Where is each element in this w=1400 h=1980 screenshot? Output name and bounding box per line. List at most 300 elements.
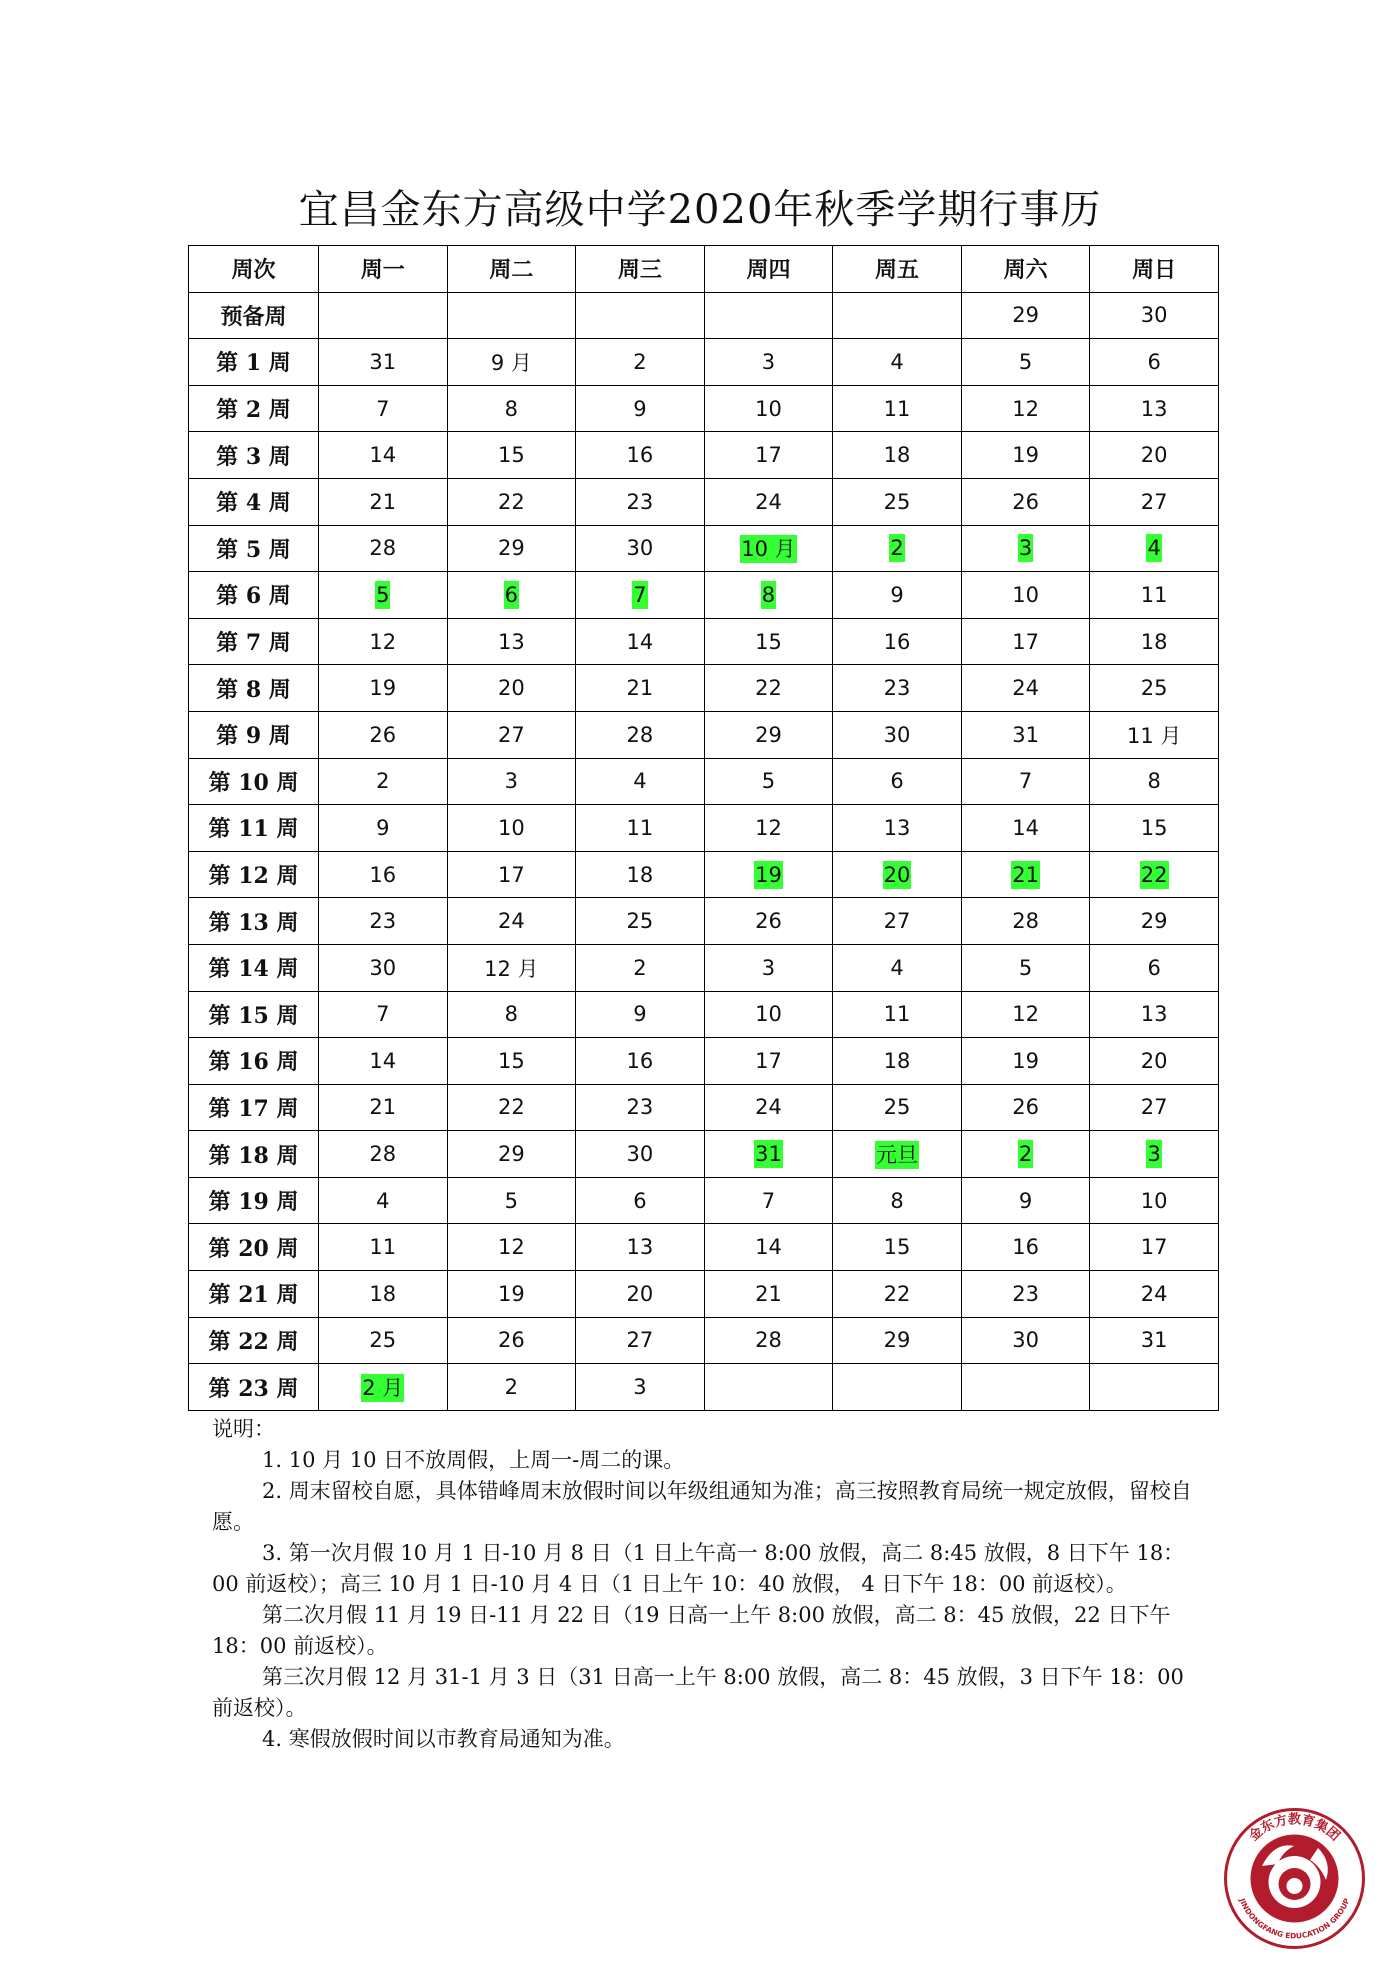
day-value: 10 <box>497 815 525 840</box>
day-value: 12 月 <box>484 956 539 981</box>
day-value: 11 <box>883 1002 911 1027</box>
day-value: 3 <box>1018 536 1033 561</box>
day-value: 10 <box>755 396 782 421</box>
day-value: 25 <box>369 1328 397 1353</box>
day-value: 31 <box>369 349 397 374</box>
day-cell <box>576 944 705 991</box>
day-cell <box>1090 1038 1219 1085</box>
day-value: 21 <box>369 1095 397 1120</box>
header-day: 周五 <box>833 246 962 293</box>
day-value: 10 <box>1140 1188 1168 1213</box>
day-value: 10 月 <box>741 537 796 562</box>
day-cell <box>704 1271 833 1318</box>
day-value: 2 <box>633 955 647 980</box>
day-value: 26 <box>755 909 782 934</box>
day-value: 24 <box>1140 1281 1168 1306</box>
day-cell <box>319 292 448 339</box>
note-item: 4. 寒假放假时间以市教育局通知为准。 <box>262 1727 625 1751</box>
day-value: 20 <box>883 862 911 887</box>
day-value: 3 <box>504 769 519 794</box>
day-value: 3 <box>761 349 776 374</box>
day-value: 18 <box>369 1281 397 1306</box>
day-cell <box>833 805 962 852</box>
day-value: 16 <box>1012 1235 1039 1260</box>
week-label: 第 11 周 <box>189 805 319 852</box>
day-cell <box>1090 432 1219 479</box>
day-cell <box>704 1317 833 1364</box>
day-value: 22 <box>1140 862 1168 887</box>
day-value: 10 <box>1012 582 1039 607</box>
day-cell <box>576 805 705 852</box>
day-cell <box>1090 339 1219 386</box>
day-cell <box>833 1317 962 1364</box>
day-cell <box>833 898 962 945</box>
day-cell <box>704 711 833 758</box>
day-value: 5 <box>504 1188 519 1213</box>
day-value: 20 <box>1140 1048 1168 1073</box>
day-cell <box>1090 1364 1219 1411</box>
table-row <box>189 1131 1219 1178</box>
day-cell <box>1090 1271 1219 1318</box>
day-cell <box>447 1224 576 1271</box>
table-row <box>189 1177 1219 1224</box>
day-cell <box>704 898 833 945</box>
day-cell <box>961 665 1090 712</box>
day-cell <box>576 339 705 386</box>
day-cell <box>1090 944 1219 991</box>
day-cell <box>576 1038 705 1085</box>
table-row <box>189 525 1219 572</box>
day-cell <box>961 618 1090 665</box>
table-row <box>189 292 1219 339</box>
day-value: 31 <box>755 1142 782 1167</box>
day-cell <box>704 665 833 712</box>
logo-top-text: 金东方教育集团 <box>1246 1812 1343 1845</box>
day-cell <box>961 1364 1090 1411</box>
day-cell <box>961 1038 1090 1085</box>
day-value: 2 <box>633 349 647 374</box>
day-value: 9 <box>633 396 647 421</box>
day-cell <box>1090 618 1219 665</box>
day-cell <box>1090 758 1219 805</box>
day-value: 20 <box>497 676 525 701</box>
day-cell <box>833 339 962 386</box>
day-value: 13 <box>497 629 525 654</box>
day-cell <box>576 711 705 758</box>
day-value: 6 <box>1147 955 1161 980</box>
header-day: 周日 <box>1090 246 1219 293</box>
week-label: 第 23 周 <box>189 1364 319 1411</box>
table-row <box>189 805 1219 852</box>
notes <box>212 1414 1202 1755</box>
day-value: 18 <box>883 1048 911 1073</box>
day-cell <box>961 292 1090 339</box>
day-cell <box>319 432 448 479</box>
day-value: 28 <box>1012 909 1039 934</box>
day-value: 22 <box>883 1281 911 1306</box>
day-cell <box>961 339 1090 386</box>
day-value: 4 <box>376 1188 390 1213</box>
day-cell <box>1090 665 1219 712</box>
day-value: 4 <box>633 769 647 794</box>
day-cell <box>1090 991 1219 1038</box>
table-row <box>189 618 1219 665</box>
day-cell <box>447 805 576 852</box>
day-cell <box>447 478 576 525</box>
day-value: 13 <box>1140 396 1168 421</box>
day-value: 14 <box>755 1235 782 1260</box>
day-value: 19 <box>1012 443 1039 468</box>
week-label: 第 14 周 <box>189 944 319 991</box>
day-cell <box>961 1131 1090 1178</box>
day-value: 20 <box>626 1281 654 1306</box>
day-cell <box>447 572 576 619</box>
day-cell <box>704 339 833 386</box>
day-cell <box>576 991 705 1038</box>
day-value: 9 <box>890 582 904 607</box>
day-cell <box>704 478 833 525</box>
day-cell <box>576 851 705 898</box>
day-value: 6 <box>1147 349 1161 374</box>
day-cell <box>447 711 576 758</box>
table-row <box>189 1224 1219 1271</box>
day-value: 16 <box>883 629 911 654</box>
day-value: 23 <box>626 489 654 514</box>
day-value: 16 <box>626 1048 654 1073</box>
day-value: 30 <box>1140 303 1168 328</box>
day-value: 20 <box>1140 443 1168 468</box>
day-cell <box>704 385 833 432</box>
header-row <box>189 246 1219 293</box>
day-value: 29 <box>1012 303 1039 328</box>
day-cell <box>447 758 576 805</box>
day-value: 23 <box>1012 1281 1039 1306</box>
day-value: 26 <box>1012 1095 1039 1120</box>
week-label: 第 9 周 <box>189 711 319 758</box>
day-cell <box>833 385 962 432</box>
day-value: 29 <box>755 722 782 747</box>
day-value: 6 <box>504 582 519 607</box>
day-value: 21 <box>626 676 654 701</box>
week-label: 第 17 周 <box>189 1084 319 1131</box>
day-value: 15 <box>497 443 525 468</box>
week-label: 第 20 周 <box>189 1224 319 1271</box>
day-value: 10 <box>755 1002 782 1027</box>
day-value: 17 <box>1012 629 1039 654</box>
day-value: 21 <box>755 1281 782 1306</box>
table-row <box>189 711 1219 758</box>
day-value: 5 <box>1018 955 1033 980</box>
day-cell <box>704 1131 833 1178</box>
day-value: 17 <box>755 1048 782 1073</box>
day-value: 17 <box>755 443 782 468</box>
header-day: 周三 <box>576 246 705 293</box>
day-value: 6 <box>633 1188 647 1213</box>
header-week: 周次 <box>189 246 319 293</box>
week-label: 预备周 <box>189 292 319 339</box>
day-value: 19 <box>369 676 397 701</box>
day-cell <box>319 1364 448 1411</box>
day-value: 27 <box>626 1328 654 1353</box>
day-value: 7 <box>376 1002 390 1027</box>
day-cell <box>1090 525 1219 572</box>
day-cell <box>1090 898 1219 945</box>
day-cell <box>576 385 705 432</box>
logo-bottom-text: JINDONGFANG EDUCATION GROUP <box>1237 1896 1352 1941</box>
note-item: 3. 第一次月假 10 月 1 日-10 月 8 日（1 日上午高一 8:00 放假，高二 8:45 放假，8 日下午 18：00 前返校）；高三 10 月 1 日-10 月 4 日（1 日上午 10：40 放假， 4 日下午 18：00 前返校）。 <box>212 1541 1185 1596</box>
day-value: 15 <box>497 1048 525 1073</box>
table-row <box>189 339 1219 386</box>
day-cell <box>961 1224 1090 1271</box>
day-value: 8 <box>1147 769 1161 794</box>
day-value: 19 <box>1012 1048 1039 1073</box>
day-cell <box>704 1364 833 1411</box>
week-label: 第 2 周 <box>189 385 319 432</box>
day-cell <box>447 1364 576 1411</box>
day-value: 9 月 <box>490 350 532 375</box>
day-value: 2 <box>890 536 904 561</box>
day-value: 26 <box>369 722 397 747</box>
day-cell <box>833 758 962 805</box>
week-label: 第 16 周 <box>189 1038 319 1085</box>
week-label: 第 15 周 <box>189 991 319 1038</box>
day-cell <box>447 1038 576 1085</box>
day-cell <box>704 432 833 479</box>
week-label: 第 19 周 <box>189 1177 319 1224</box>
day-cell <box>704 851 833 898</box>
day-cell <box>319 572 448 619</box>
day-cell <box>961 898 1090 945</box>
day-value: 12 <box>497 1235 525 1260</box>
week-label: 第 18 周 <box>189 1131 319 1178</box>
day-cell <box>833 432 962 479</box>
day-cell <box>961 805 1090 852</box>
day-cell <box>576 665 705 712</box>
day-cell <box>319 1038 448 1085</box>
table-row <box>189 898 1219 945</box>
day-value: 8 <box>761 582 776 607</box>
day-value: 11 <box>883 396 911 421</box>
day-cell <box>1090 292 1219 339</box>
day-cell <box>319 385 448 432</box>
week-label: 第 21 周 <box>189 1271 319 1318</box>
day-cell <box>319 991 448 1038</box>
day-value: 15 <box>1140 815 1168 840</box>
calendar-table <box>188 245 1219 1411</box>
day-value: 30 <box>369 955 397 980</box>
day-value: 25 <box>1140 676 1168 701</box>
day-value: 29 <box>497 536 525 561</box>
day-cell <box>319 618 448 665</box>
school-logo <box>1222 1806 1367 1951</box>
day-cell <box>704 758 833 805</box>
note-item: 1. 10 月 10 日不放周假，上周一-周二的课。 <box>262 1448 685 1472</box>
table-row <box>189 1038 1219 1085</box>
day-value: 30 <box>626 536 654 561</box>
day-value: 30 <box>626 1142 654 1167</box>
day-cell <box>961 711 1090 758</box>
day-cell <box>961 572 1090 619</box>
day-cell <box>1090 1177 1219 1224</box>
day-value: 21 <box>1012 862 1039 887</box>
day-cell <box>833 1271 962 1318</box>
day-value: 24 <box>1012 676 1039 701</box>
day-cell <box>1090 1131 1219 1178</box>
day-cell <box>447 1084 576 1131</box>
day-cell <box>447 618 576 665</box>
day-cell <box>576 478 705 525</box>
day-value: 27 <box>497 722 525 747</box>
day-value: 23 <box>626 1095 654 1120</box>
week-label: 第 10 周 <box>189 758 319 805</box>
day-value: 26 <box>1012 489 1039 514</box>
day-cell <box>1090 572 1219 619</box>
day-value: 13 <box>883 815 911 840</box>
week-label: 第 5 周 <box>189 525 319 572</box>
day-cell <box>447 432 576 479</box>
day-value: 15 <box>755 629 782 654</box>
day-cell <box>961 385 1090 432</box>
header-day: 周六 <box>961 246 1090 293</box>
day-cell <box>576 618 705 665</box>
day-cell <box>447 292 576 339</box>
day-cell <box>833 944 962 991</box>
day-value: 18 <box>883 443 911 468</box>
day-value: 25 <box>626 909 654 934</box>
day-cell <box>1090 1084 1219 1131</box>
week-label: 第 8 周 <box>189 665 319 712</box>
day-cell <box>1090 385 1219 432</box>
day-cell <box>961 851 1090 898</box>
day-cell <box>447 1271 576 1318</box>
day-cell <box>319 1177 448 1224</box>
day-value: 5 <box>761 769 776 794</box>
week-label: 第 3 周 <box>189 432 319 479</box>
day-cell <box>576 1271 705 1318</box>
week-label: 第 1 周 <box>189 339 319 386</box>
day-cell <box>447 898 576 945</box>
day-cell <box>447 1177 576 1224</box>
day-value: 31 <box>1140 1328 1168 1353</box>
day-value: 22 <box>755 676 782 701</box>
day-value: 17 <box>497 862 525 887</box>
day-value: 3 <box>761 955 776 980</box>
day-value: 2 <box>376 769 390 794</box>
day-value: 11 <box>369 1235 397 1260</box>
day-cell <box>961 944 1090 991</box>
note-item: 第二次月假 11 月 19 日-11 月 22 日（19 日高一上午 8:00 放假，高二 8：45 放假，22 日下午 18：00 前返校）。 <box>212 1603 1171 1658</box>
day-value: 22 <box>497 1095 525 1120</box>
day-value: 29 <box>497 1142 525 1167</box>
day-cell <box>319 758 448 805</box>
day-cell <box>576 1177 705 1224</box>
day-cell <box>319 525 448 572</box>
day-cell <box>1090 1317 1219 1364</box>
day-value: 26 <box>497 1328 525 1353</box>
day-value: 5 <box>1018 349 1033 374</box>
day-value: 4 <box>890 349 904 374</box>
day-value: 17 <box>1140 1235 1168 1260</box>
day-value: 13 <box>626 1235 654 1260</box>
day-value: 元旦 <box>876 1143 919 1168</box>
week-label: 第 22 周 <box>189 1317 319 1364</box>
day-value: 24 <box>755 1095 782 1120</box>
day-cell <box>704 618 833 665</box>
day-cell <box>319 898 448 945</box>
day-value: 18 <box>626 862 654 887</box>
day-value: 7 <box>633 582 647 607</box>
table-row <box>189 1364 1219 1411</box>
day-value: 23 <box>883 676 911 701</box>
day-cell <box>961 525 1090 572</box>
day-value: 14 <box>369 1048 397 1073</box>
table-row <box>189 478 1219 525</box>
day-cell <box>833 1038 962 1085</box>
day-value: 2 <box>504 1375 519 1400</box>
day-value: 31 <box>1012 722 1039 747</box>
day-value: 8 <box>890 1188 904 1213</box>
day-cell <box>576 292 705 339</box>
day-cell <box>319 1271 448 1318</box>
day-cell <box>704 1084 833 1131</box>
day-value: 7 <box>376 396 390 421</box>
day-value: 12 <box>1012 396 1039 421</box>
week-label: 第 4 周 <box>189 478 319 525</box>
day-cell <box>319 711 448 758</box>
table-row <box>189 385 1219 432</box>
day-cell <box>447 991 576 1038</box>
day-cell <box>704 1224 833 1271</box>
day-cell <box>319 1317 448 1364</box>
day-cell <box>833 1131 962 1178</box>
day-cell <box>319 478 448 525</box>
day-cell <box>961 758 1090 805</box>
day-cell <box>447 851 576 898</box>
day-cell <box>319 665 448 712</box>
day-value: 16 <box>626 443 654 468</box>
day-cell <box>576 572 705 619</box>
day-value: 28 <box>369 1142 397 1167</box>
day-value: 9 <box>633 1002 647 1027</box>
day-cell <box>961 432 1090 479</box>
calendar-body <box>189 292 1219 1410</box>
day-cell <box>704 805 833 852</box>
day-value: 8 <box>504 1002 519 1027</box>
table-row <box>189 432 1219 479</box>
day-value: 14 <box>626 629 654 654</box>
day-cell <box>833 525 962 572</box>
day-cell <box>833 851 962 898</box>
day-cell <box>1090 851 1219 898</box>
day-cell <box>833 292 962 339</box>
day-value: 11 <box>626 815 654 840</box>
day-value: 12 <box>369 629 397 654</box>
day-value: 19 <box>497 1281 525 1306</box>
day-cell <box>576 1131 705 1178</box>
day-cell <box>319 339 448 386</box>
day-value: 27 <box>1140 1095 1168 1120</box>
day-cell <box>704 292 833 339</box>
day-value: 18 <box>1140 629 1168 654</box>
day-value: 22 <box>497 489 525 514</box>
day-cell <box>1090 1224 1219 1271</box>
table-row <box>189 851 1219 898</box>
day-cell <box>319 1224 448 1271</box>
day-value: 7 <box>761 1188 776 1213</box>
week-label: 第 13 周 <box>189 898 319 945</box>
day-cell <box>447 944 576 991</box>
day-cell <box>833 1084 962 1131</box>
